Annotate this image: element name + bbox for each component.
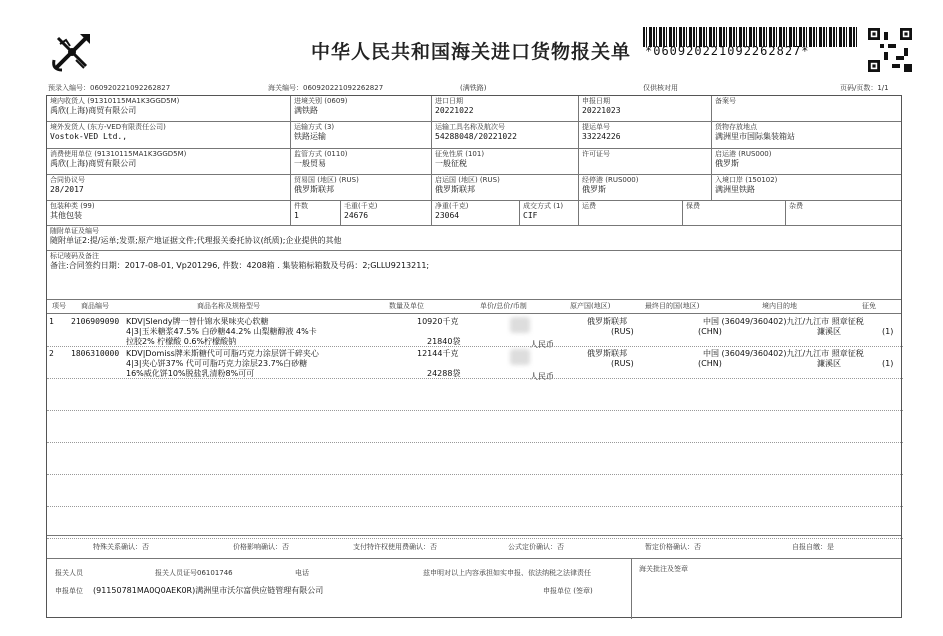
redacted-price bbox=[510, 349, 530, 365]
entry-port-value: 满铁路 bbox=[294, 106, 318, 115]
goods-item: 1 2106909090 KDV|Slendy牌一替什锦水果味夹心软糖 4|3|玉米糖浆47.5% 白砂糖44.2% 山梨糖醇液 4%卡 拉胶2% 柠檬酸 0.6%柠檬酸钠 10920千克 21840袋 人民币 俄罗斯联邦 (RUS) 中国 (36049/360402)九江/九江市 照章征税 (CHN) 濂溪区 (1) bbox=[49, 317, 894, 349]
form-row-1: 境内收货人 (91310115MA1K3GGD5M) 禹欣(上海)商贸有限公司 进境关别 (0609) 满铁路 进口日期 20221022 申报日期 20221023 备案号 bbox=[47, 96, 901, 122]
pre-entry-number: 预录入编号：060920221092262827 bbox=[48, 84, 171, 92]
declare-date-value: 20221023 bbox=[582, 106, 621, 115]
form-row-2: 境外发货人 (东方-VED有限责任公司) Vostok-VED Ltd., 运输方式 (3) 铁路运输 运输工具名称及航次号 54288048/20221022 提运单号 33224226 货物存放地点 满洲里市国际集装箱站 bbox=[47, 122, 901, 149]
customs-branch: (满铁路) bbox=[460, 84, 487, 92]
goods-item: 2 1806310000 KDV|Domiss牌米斯糖代可可脂巧克力涂层饼干碎夹心 4|3|夹心饼37% 代可可脂巧克力涂层23.7%白砂糖 16%威化饼10%脱盐乳清粉8%可可 12144千克 24288袋 人民币 俄罗斯联邦 (RUS) 中国 (36049/360402)九江/九江市 照章征税 (CHN) 濂溪区 (1) bbox=[49, 349, 894, 381]
form-row-4: 合同协议号 28/2017 贸易国 (地区) (RUS) 俄罗斯联邦 启运国 (地区) (RUS) 俄罗斯联邦 经停港 (RUS000) 俄罗斯 入境口岸 (150102) 满洲里铁路 bbox=[47, 175, 901, 201]
barcode-text: *0609202210922628​27* bbox=[645, 44, 810, 58]
qr-code bbox=[868, 28, 912, 72]
verification-note: 仅供核对用 bbox=[643, 84, 678, 92]
import-date-value: 20221022 bbox=[435, 106, 474, 115]
consignee-value: 禹欣(上海)商贸有限公司 bbox=[50, 106, 137, 115]
customs-number: 海关编号：060920221092262827 bbox=[268, 84, 384, 92]
shipper-value: Vostok-VED Ltd., bbox=[50, 132, 128, 141]
form-row-marks: 标记唛码及备注 备注:合同签约日期：2017-08-01, Vp201296, 件数：4208箱 . 集装箱标箱数及号码：2;GLLU9213211; bbox=[47, 251, 901, 300]
declaring-unit-value: (91150781MA0Q0AEK0R)满洲里市沃尔富供应链管理有限公司 bbox=[93, 586, 324, 595]
declaration-form bbox=[46, 95, 902, 618]
confirm-row: 特殊关系确认：否 价格影响确认：否 支付特许权使用费确认：否 公式定价确认：否 暂定价格确认：否 自报自缴：是 bbox=[47, 535, 901, 559]
redacted-price bbox=[510, 317, 530, 333]
form-row-docs: 随附单证及编号 随附单证2:提/运单;发票;原产地证据文件;代理报关委托协议(纸质);企业提供的其他 bbox=[47, 226, 901, 251]
form-title: 中华人民共和国海关进口货物报关单 bbox=[311, 41, 632, 63]
form-row-3: 消费使用单位 (91310115MA1K3GGD5M) 禹欣(上海)商贸有限公司 监管方式 (0110) 一般贸易 征免性质 (101) 一般征税 许可证号 启运港 (RUS000) 俄罗斯 bbox=[47, 149, 901, 175]
form-row-5: 包装种类 (99) 其他包装 件数 1 毛重(千克) 24676 净重(千克) 23064 成交方式 (1) CIF 运费 保费 杂费 bbox=[47, 201, 901, 226]
page-count: 页码/页数：1/1 bbox=[840, 84, 889, 92]
goods-header-row: 项号 商品编号 商品名称及规格型号 数量及单位 单价/总价/币制 原产国(地区) 最终目的国(地区) 境内目的地 征免 bbox=[47, 300, 901, 314]
customs-emblem-logo bbox=[50, 30, 94, 74]
goods-area bbox=[47, 314, 903, 552]
footer: 报关人员 报关人员证号06101746 电话 兹申明对以上内容承担如实申报、依法纳税之法律责任 海关批注及签章 申报单位 (91150781MA0Q0AEK0R)满洲里市沃尔富供应链管理有限公司 申报单位 (签章) bbox=[47, 559, 903, 619]
